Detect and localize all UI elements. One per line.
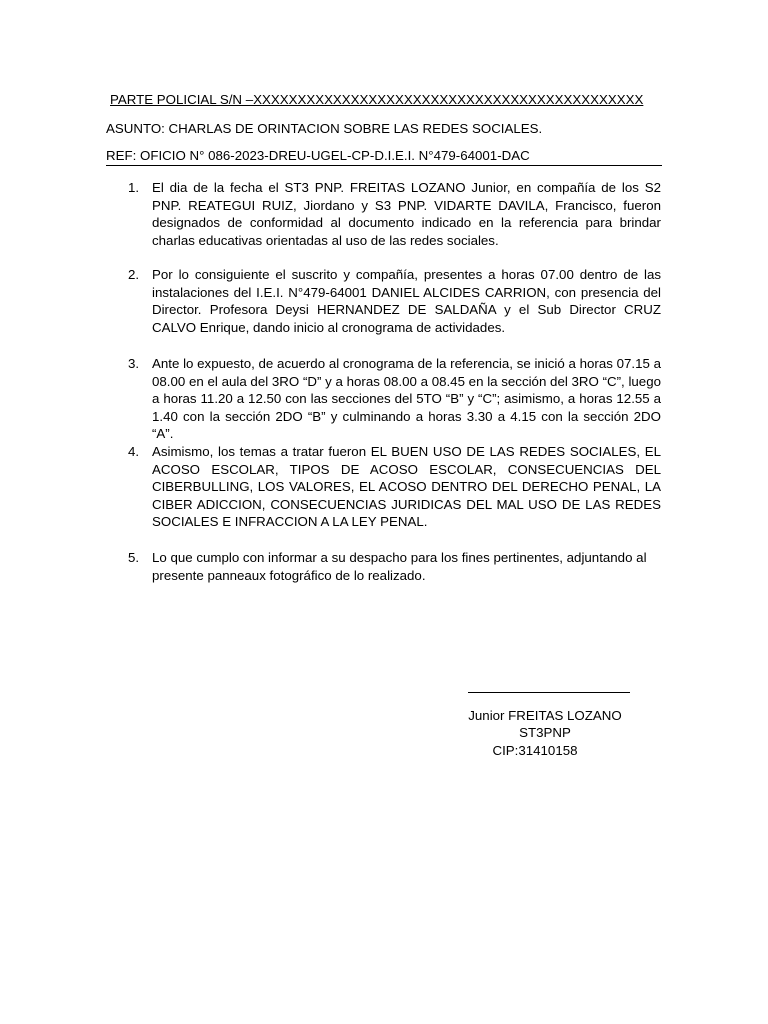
signer-name: Junior FREITAS LOZANO — [468, 708, 622, 723]
reference-line: REF: OFICIO N° 086-2023-DREU-UGEL-CP-D.I.E.I. N°479-64001-DAC — [106, 148, 530, 163]
asunto-line: ASUNTO: CHARLAS DE ORINTACION SOBRE LAS REDES SOCIALES. — [106, 121, 543, 136]
list-item-number: 2. — [128, 267, 140, 282]
list-item-text: Lo que cumplo con informar a su despacho para los fines pertinentes, adjuntando al presente panneaux fotográfico de lo realizado. — [152, 550, 647, 583]
list-item-number: 3. — [128, 356, 140, 371]
signature-line — [468, 692, 630, 693]
list-item-number: 4. — [128, 444, 140, 459]
signer-cip: CIP:31410158 — [492, 743, 578, 758]
signer-rank: ST3PNP — [519, 725, 571, 740]
list-item-number: 5. — [128, 550, 140, 565]
list-item-text: Ante lo expuesto, de acuerdo al cronograma de la referencia, se inició a horas 07.15 a 08.00 en el aula del 3RO “D” y a horas 08.00 a 08.45 en la sección del 3RO “C”, luego a horas 11.20 a 12.50 con las secciones del 5TO “B” y “C”; asimismo, a horas 12.55 a 1.40 con la sección 2DO “B” y culminando a horas 3.30 a 4.15 con la sección 2DO “A”. — [152, 356, 661, 441]
list-item-text: Asimismo, los temas a tratar fueron EL BUEN USO DE LAS REDES SOCIALES, EL ACOSO ESCOLAR, TIPOS DE ACOSO ESCOLAR, CONSECUENCIAS DEL CIBERBULLING, LOS VALORES, EL ACOSO DENTRO DEL DERECHO PENAL, LA CIBER ADICCION, CONSECUENCIAS JURIDICAS DEL MAL USO DE LAS REDES SOCIALES E INFRACCION A LA LEY PENAL. — [152, 444, 661, 529]
list-item-number: 1. — [128, 180, 140, 195]
header-divider — [106, 165, 662, 166]
list-item-text: El dia de la fecha el ST3 PNP. FREITAS LOZANO Junior, en compañía de los S2 PNP. REATEGUI RUIZ, Jiordano y S3 PNP. VIDARTE DAVILA, Francisco, fueron designados de conformidad al documento indicado en la referencia para brindar charlas educativas orientadas al uso de las redes sociales. — [152, 180, 661, 248]
list-item-text: Por lo consiguiente el suscrito y compañía, presentes a horas 07.00 dentro de las instalaciones del I.E.I. N°479-64001 DANIEL ALCIDES CARRION, con presencia del Director. Profesora Deysi HERNANDEZ DE SALDAÑA y el Sub Director CRUZ CALVO Enrique, dando inicio al cronograma de actividades. — [152, 267, 661, 335]
document-title: PARTE POLICIAL S/N –XXXXXXXXXXXXXXXXXXXXXXXXXXXXXXXXXXXXXXXXXXXX — [110, 92, 644, 107]
